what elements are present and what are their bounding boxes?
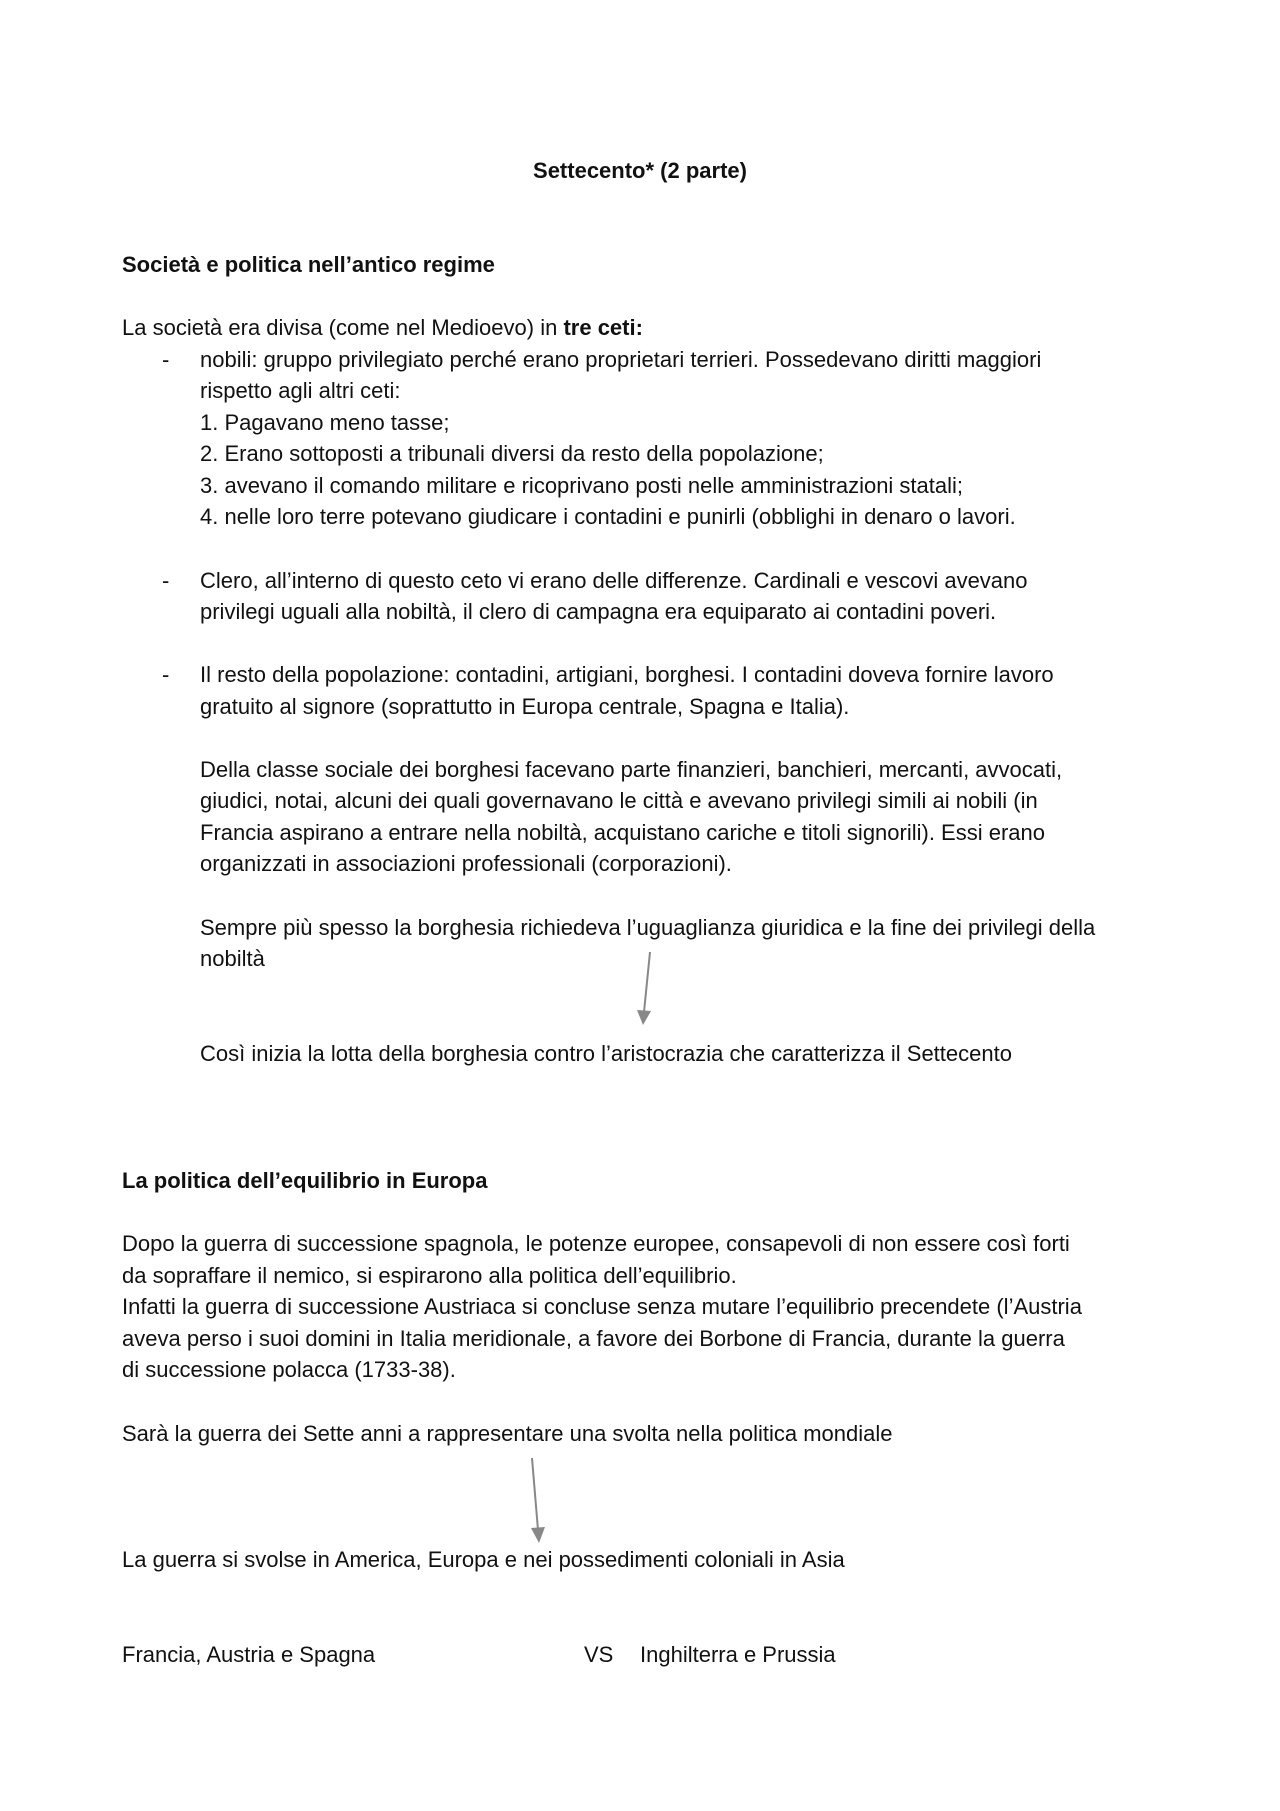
equilibrio-line-2: da sopraffare il nemico, si espirarono alla politica dell’equilibrio. bbox=[122, 1263, 737, 1288]
sette-anni-line: Sarà la guerra dei Sette anni a rappresentare una svolta nella politica mondiale bbox=[122, 1421, 893, 1446]
nobili-line-2: rispetto agli altri ceti: bbox=[200, 378, 401, 403]
resto-line-1: Il resto della popolazione: contadini, artigiani, borghesi. I contadini doveva fornire lavoro bbox=[200, 662, 1054, 687]
nobili-item-4: 4. nelle loro terre potevano giudicare i contadini e punirli (obblighi in denaro o lavori. bbox=[200, 504, 1016, 529]
nobili-item-2: 2. Erano sottoposti a tribunali diversi da resto della popolazione; bbox=[200, 441, 824, 466]
equilibrio-line-1: Dopo la guerra di successione spagnola, le potenze europee, consapevoli di non essere così forti bbox=[122, 1231, 1070, 1256]
equilibrio-line-4: aveva perso i suoi domini in Italia meridionale, a favore dei Borbone di Francia, durante la guerra bbox=[122, 1326, 1065, 1351]
borghesi-line-1: Della classe sociale dei borghesi facevano parte finanzieri, banchieri, mercanti, avvocati, bbox=[200, 757, 1063, 782]
nobili-item-3: 3. avevano il comando militare e ricoprivano posti nelle amministrazioni statali; bbox=[200, 473, 964, 498]
guerra-luoghi-line: La guerra si svolse in America, Europa e nei possedimenti coloniali in Asia bbox=[122, 1547, 845, 1572]
nobili-item-1: 1. Pagavano meno tasse; bbox=[200, 410, 450, 435]
page-title: Settecento* (2 parte) bbox=[533, 158, 747, 183]
sempre-line-2: nobiltà bbox=[200, 946, 265, 971]
bullet-dash-clero: - bbox=[162, 568, 170, 593]
bullet-dash-nobili: - bbox=[162, 347, 170, 372]
borghesi-line-4: organizzati in associazioni professionali (corporazioni). bbox=[200, 851, 732, 876]
section-heading-society: Società e politica nell’antico regime bbox=[122, 252, 495, 277]
bullet-dash-resto: - bbox=[162, 662, 170, 687]
section-heading-equilibrio: La politica dell’equilibrio in Europa bbox=[122, 1168, 488, 1193]
clero-line-2: privilegi uguali alla nobiltà, il clero di campagna era equiparato ai contadini poveri. bbox=[200, 599, 997, 624]
side-left: Francia, Austria e Spagna bbox=[122, 1642, 376, 1667]
intro-text: La società era divisa (come nel Medioevo) in bbox=[122, 315, 564, 340]
sempre-line-1: Sempre più spesso la borghesia richiedeva l’uguaglianza giuridica e la fine dei privilegi della bbox=[200, 915, 1096, 940]
equilibrio-line-5: di successione polacca (1733-38). bbox=[122, 1357, 456, 1382]
intro-bold-tre-ceti: tre ceti: bbox=[563, 315, 643, 340]
down-arrow-icon bbox=[630, 950, 660, 1030]
versus-label: VS bbox=[584, 1642, 614, 1667]
down-arrow-icon-2 bbox=[524, 1456, 554, 1548]
nobili-line-1: nobili: gruppo privilegiato perché erano proprietari terrieri. Possedevano diritti maggiori bbox=[200, 347, 1042, 372]
resto-line-2: gratuito al signore (soprattutto in Europa centrale, Spagna e Italia). bbox=[200, 694, 850, 719]
intro-paragraph bbox=[122, 317, 643, 339]
borghesi-line-2: giudici, notai, alcuni dei quali governavano le città e avevano privilegi simili ai nobili (in bbox=[200, 788, 1038, 813]
clero-line-1: Clero, all’interno di questo ceto vi erano delle differenze. Cardinali e vescovi avevano bbox=[200, 568, 1028, 593]
equilibrio-line-3: Infatti la guerra di successione Austriaca si concluse senza mutare l’equilibrio precendete (l’Austria bbox=[122, 1294, 1082, 1319]
side-right: Inghilterra e Prussia bbox=[640, 1642, 836, 1667]
conclusion-line: Così inizia la lotta della borghesia contro l’aristocrazia che caratterizza il Settecento bbox=[200, 1041, 1012, 1066]
borghesi-line-3: Francia aspirano a entrare nella nobiltà, acquistano cariche e titoli signorili). Essi erano bbox=[200, 820, 1046, 845]
